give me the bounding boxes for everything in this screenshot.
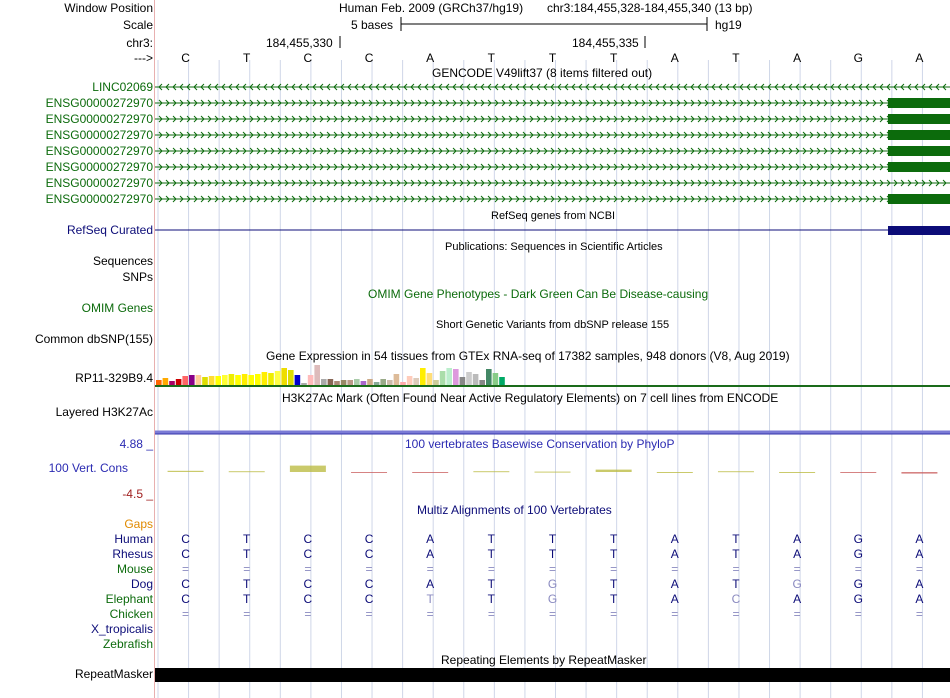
conservation-bar [779,472,815,473]
gtex-tissue-bar [281,368,287,385]
gtex-tissue-bar [156,380,162,385]
alignment-base: G [853,547,863,561]
base-letter: A [793,51,802,65]
gtex-tissue-bar [222,375,228,385]
h3k27ac-title: H3K27Ac Mark (Often Found Near Active Regulatory Elements) on 7 cell lines from ENCODE [282,391,779,405]
alignment-base: = [304,562,312,576]
base-letter: C [181,51,190,65]
window-position-label: Window Position [64,1,153,15]
sequences-label[interactable]: Sequences [92,254,153,268]
alignment-base: = [426,562,434,576]
gtex-tissue-bar [242,374,248,385]
alignment-base: T [732,547,740,561]
conservation-bar [290,466,326,472]
alignment-base: T [609,592,618,606]
alignment-base: C [181,547,190,561]
alignment-base: = [854,562,862,576]
base-letter: C [303,51,313,65]
alignment-base: A [915,577,924,591]
conservation-bar [168,471,204,472]
conservation-bar [840,472,876,473]
dbsnp-label[interactable]: Common dbSNP(155) [34,332,153,346]
gtex-tissue-bar [182,376,188,385]
alignment-base: = [304,607,312,621]
gtex-tissue-bar [268,373,274,385]
alignment-base: T [609,547,618,561]
species-label-chicken: Chicken [109,607,153,621]
alignment-base: = [182,562,190,576]
gtex-tissue-bar [420,368,426,385]
cons-ymax-label: 4.88 _ [119,437,153,451]
alignment-base: A [670,577,679,591]
repeatmasker-label[interactable]: RepeatMasker [74,667,153,681]
gtex-title: Gene Expression in 54 tissues from GTEx RNA-seq of 17382 samples, 948 donors (V8, Aug 2019) [266,349,790,363]
strand-label: ---> [134,51,153,65]
refseq-curated-label[interactable]: RefSeq Curated [66,223,153,237]
omim-genes-label[interactable]: OMIM Genes [81,301,153,315]
repeatmasker-title: Repeating Elements by RepeatMasker [441,653,647,667]
gene-label-linc02069[interactable]: LINC02069 [92,80,153,94]
alignment-base: A [670,547,679,561]
alignment-base: A [670,592,679,606]
gtex-tissue-bar [479,380,485,385]
gtex-gene-label[interactable]: RP11-329B9.4 [75,371,153,385]
position-readout: chr3:184,455,328-184,455,340 (13 bp) [547,1,753,15]
gtex-tissue-bar [413,378,419,385]
conservation-title: 100 vertebrates Basewise Conservation by PhyloP [405,437,675,451]
base-letter: T [609,51,618,65]
alignment-base: C [364,577,374,591]
alignment-base: = [365,562,373,576]
base-letter: T [487,51,496,65]
gtex-tissue-bar [176,379,182,385]
alignment-base: T [487,547,496,561]
alignment-base: T [487,532,496,546]
gtex-tissue-bar [209,376,215,385]
species-label-human: Human [114,532,153,546]
alignment-base: T [548,532,557,546]
alignment-base: = [182,607,190,621]
gtex-tissue-bar [347,380,353,385]
alignment-base: = [487,562,495,576]
alignment-base: C [181,532,190,546]
gtex-tissue-bar [440,371,446,385]
alignment-base: A [915,592,924,606]
alignment-base: T [609,532,618,546]
multiz-title: Multiz Alignments of 100 Vertebrates [417,503,612,517]
gaps-label: Gaps [124,517,153,531]
gene-label-ensg[interactable]: ENSG00000272970 [45,112,153,126]
conservation-bar [596,470,632,472]
gtex-tissue-bar [163,378,169,385]
conservation-bar [535,472,571,473]
alignment-base: A [426,532,435,546]
conservation-bar [718,471,754,472]
alignment-base: C [181,592,190,606]
alignment-base: = [243,607,251,621]
alignment-base: T [243,577,251,591]
gtex-tissue-bar [506,376,512,385]
alignment-base: A [793,592,802,606]
alignment-base: C [303,532,313,546]
alignment-base: G [853,592,863,606]
alignment-base: = [915,607,923,621]
alignment-base: T [243,532,251,546]
exon-block [888,114,950,124]
gtex-tissue-bar [321,379,327,385]
gtex-tissue-bar [446,368,452,385]
alignment-base: T [487,592,496,606]
base-letter: T [243,51,251,65]
alignment-base: A [793,547,802,561]
alignment-base: G [853,577,863,591]
exon-block [888,130,950,140]
species-label-x-tropicalis: X_tropicalis [90,622,153,636]
alignment-base: = [243,562,251,576]
alignment-base: T [426,592,434,606]
track-image[interactable] [155,0,950,698]
gtex-tissue-bar [248,375,254,385]
gtex-tissue-bar [334,381,340,385]
gtex-tissue-bar [427,373,433,385]
conservation-bar [412,472,448,473]
gtex-tissue-bar [295,375,301,385]
alignment-base: T [609,577,618,591]
gtex-tissue-bar [400,382,406,385]
gtex-tissue-bar [308,375,314,385]
alignment-base: C [364,547,374,561]
base-letter: A [670,51,679,65]
gene-label-ensg[interactable]: ENSG00000272970 [45,160,153,174]
gtex-tissue-bar [493,373,499,385]
alignment-base: T [548,547,557,561]
alignment-base: C [364,592,374,606]
gtex-tissue-bar [288,370,294,385]
cons-ymin-label: -4.5 _ [122,487,153,501]
gtex-tissue-bar [202,377,208,385]
species-label-elephant: Elephant [105,592,153,606]
gtex-tissue-bar [374,382,380,385]
conservation-bar [473,471,509,472]
alignment-base: C [364,532,374,546]
gtex-tissue-bar [196,375,202,385]
alignment-base: C [303,577,313,591]
base-letter: A [426,51,435,65]
conservation-bar [901,472,937,474]
alignment-base: G [547,592,558,606]
gene-label-ensg[interactable]: ENSG00000272970 [45,176,153,190]
gtex-tissue-bar [275,371,281,385]
alignment-base: C [303,547,313,561]
alignment-base: A [915,547,924,561]
alignment-base: = [426,607,434,621]
base-letter: C [364,51,374,65]
conservation-bar [229,471,265,472]
gtex-tissue-bar [473,374,479,385]
species-label-rhesus: Rhesus [112,547,153,561]
coord-label-1: 184,455,330 [266,36,333,50]
alignment-base: = [548,607,556,621]
alignment-base: A [793,532,802,546]
alignment-base: T [243,547,251,561]
species-label-mouse: Mouse [116,562,153,576]
gene-label-ensg[interactable]: ENSG00000272970 [45,192,153,206]
chrom-label: chr3: [126,36,153,50]
track-label-column [0,0,155,698]
gtex-tissue-bar [189,375,195,385]
alignment-base: = [610,607,618,621]
gtex-tissue-bar [433,380,439,385]
gtex-tissue-bar [499,377,505,385]
gtex-tissue-bar [453,369,459,385]
scale-label: Scale [122,18,153,32]
conservation-bar [351,472,387,473]
alignment-base: A [426,577,435,591]
alignment-base: G [792,577,802,591]
gtex-tissue-bar [229,374,235,385]
alignment-base: A [915,532,924,546]
alignment-base: C [731,592,741,606]
alignment-base: = [793,607,801,621]
alignment-base: C [181,577,190,591]
coord-label-2: 184,455,335 [572,36,639,50]
base-letter: G [853,51,863,65]
db-name: hg19 [715,18,742,32]
alignment-base: = [732,607,740,621]
refseq-title: RefSeq genes from NCBI [491,210,616,222]
alignment-base: G [547,577,558,591]
gtex-tissue-bar [361,381,367,385]
refseq-exon [888,226,950,235]
gtex-tissue-bar [466,372,472,385]
gtex-tissue-bar [262,372,268,385]
base-letter: T [732,51,740,65]
gtex-tissue-bar [486,369,492,385]
species-label-dog: Dog [130,577,153,591]
gene-label-ensg[interactable]: ENSG00000272970 [45,96,153,110]
gtex-tissue-bar [341,380,347,385]
alignment-base: = [610,562,618,576]
exon-block [888,146,950,156]
base-letter: A [915,51,924,65]
base-letter: T [548,51,557,65]
alignment-base: = [365,607,373,621]
alignment-base: C [303,592,313,606]
gtex-tissue-bar [235,375,241,385]
alignment-base: = [915,562,923,576]
species-label-zebrafish: Zebrafish [102,637,153,651]
gtex-tissue-bar [215,376,221,385]
exon-block [888,98,950,108]
gtex-tissue-bar [301,383,307,385]
gtex-tissue-bar [394,374,400,385]
dbsnp-title: Short Genetic Variants from dbSNP release 155 [436,319,670,331]
gencode-title: GENCODE V49lift37 (8 items filtered out) [432,66,653,80]
alignment-base: = [487,607,495,621]
gene-label-ensg[interactable]: ENSG00000272970 [45,128,153,142]
omim-title: OMIM Gene Phenotypes - Dark Green Can Be Disease-causing [368,287,709,301]
publications-title: Publications: Sequences in Scientific Articles [445,241,663,253]
alignment-base: = [793,562,801,576]
gene-label-ensg[interactable]: ENSG00000272970 [45,144,153,158]
gtex-tissue-bar [387,380,393,385]
gtex-tissue-bar [380,379,386,385]
alignment-base: T [487,577,496,591]
exon-block [888,162,950,172]
gtex-tissue-bar [169,381,175,385]
gtex-tissue-bar [314,365,320,385]
alignment-base: A [670,532,679,546]
alignment-base: T [732,577,740,591]
gtex-tissue-bar [460,377,466,385]
alignment-base: G [853,532,863,546]
scale-text: 5 bases [351,18,394,32]
gtex-tissue-bar [255,374,261,385]
cons-track-label[interactable]: 100 Vert. Cons [48,461,128,475]
alignment-base: = [548,562,556,576]
alignment-base: T [243,592,251,606]
alignment-base: = [671,562,679,576]
alignment-base: = [854,607,862,621]
alignment-base: T [732,532,740,546]
repeatmasker-block [155,668,950,682]
gtex-tissue-bar [328,379,334,385]
snps-label[interactable]: SNPs [122,270,153,284]
alignment-base: A [426,547,435,561]
exon-block [888,194,950,204]
gtex-tissue-bar [367,379,373,385]
assembly-title: Human Feb. 2009 (GRCh37/hg19) [339,1,524,15]
conservation-bar [657,472,693,473]
alignment-base: = [732,562,740,576]
gtex-tissue-bar [354,379,360,385]
alignment-base: = [671,607,679,621]
h3k27ac-label[interactable]: Layered H3K27Ac [55,405,153,419]
gtex-tissue-bar [407,376,413,385]
